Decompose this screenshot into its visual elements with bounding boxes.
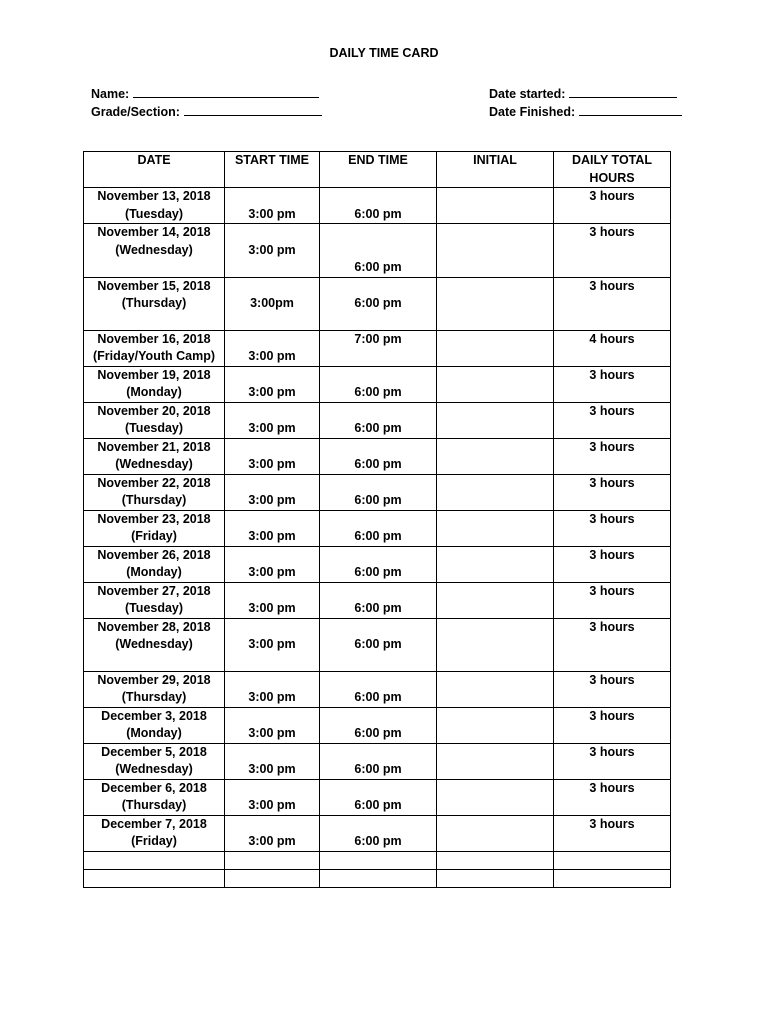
day-text: (Thursday) — [121, 296, 187, 310]
end-time-text: 7:00 pm — [354, 331, 402, 346]
start-time-text: 3:00 pm — [248, 798, 296, 812]
end-time-cell — [320, 188, 437, 224]
empty-table-row — [84, 869, 671, 887]
empty-cell[interactable] — [437, 851, 554, 869]
end-time-text: 6:00 pm — [354, 834, 402, 848]
end-time-cell — [320, 779, 437, 815]
date-cell — [84, 546, 225, 582]
date-text: December 6, 2018 — [101, 780, 207, 795]
end-time-text: 6:00 pm — [354, 206, 402, 221]
initial-cell[interactable] — [437, 618, 554, 671]
day-text: (Thursday) — [121, 690, 187, 704]
end-time-cell — [320, 671, 437, 707]
table-row — [84, 277, 671, 330]
date-started-field — [489, 85, 677, 101]
day-text: (Monday) — [126, 385, 182, 399]
end-time-cell — [320, 815, 437, 851]
initial-cell[interactable] — [437, 582, 554, 618]
date-cell — [84, 671, 225, 707]
date-cell — [84, 474, 225, 510]
end-time-text: 6:00 pm — [354, 798, 402, 812]
total-hours-text: 3 hours — [589, 816, 635, 831]
end-time-cell — [320, 277, 437, 330]
col-header-daily-total-hours — [554, 152, 671, 188]
table-row — [84, 330, 671, 366]
grade-section-field — [91, 103, 322, 119]
initial-cell[interactable] — [437, 743, 554, 779]
date-finished-label: Date Finished: — [489, 105, 576, 119]
time-card-table — [83, 151, 671, 888]
empty-table-row — [84, 851, 671, 869]
date-text: November 14, 2018 — [97, 225, 211, 239]
date-cell — [84, 366, 225, 402]
start-time-cell — [225, 224, 320, 278]
day-text: (Tuesday) — [124, 206, 184, 221]
page-title: DAILY TIME CARD — [329, 46, 439, 60]
col-header-end-time: END TIME — [320, 152, 437, 188]
total-hours-cell — [554, 779, 671, 815]
date-cell — [84, 510, 225, 546]
date-started-label: Date started: — [489, 87, 566, 101]
date-cell — [84, 815, 225, 851]
end-time-cell — [320, 618, 437, 671]
col-header-total-line1: DAILY TOTAL — [571, 153, 653, 167]
start-time-cell — [225, 438, 320, 474]
day-text: (Monday) — [126, 565, 182, 579]
start-time-cell — [225, 474, 320, 510]
start-time-cell — [225, 510, 320, 546]
initial-cell[interactable] — [437, 815, 554, 851]
col-header-start-time: START TIME — [225, 152, 320, 188]
total-hours-text: 3 hours — [589, 547, 635, 562]
date-finished-field — [489, 103, 682, 119]
date-text: November 27, 2018 — [97, 583, 211, 598]
start-time-text: 3:00 pm — [248, 529, 296, 543]
date-cell — [84, 582, 225, 618]
total-hours-text: 3 hours — [589, 708, 635, 723]
total-hours-text: 3 hours — [589, 780, 635, 795]
start-time-text: 3:00 pm — [248, 601, 296, 615]
start-time-text: 3:00 pm — [248, 385, 296, 399]
col-header-total-line2: HOURS — [589, 170, 635, 185]
table-header-row — [84, 152, 671, 188]
day-text: (Friday) — [131, 529, 177, 543]
day-text: (Friday) — [131, 834, 177, 848]
end-time-cell — [320, 224, 437, 278]
initial-cell[interactable] — [437, 474, 554, 510]
initial-cell[interactable] — [437, 438, 554, 474]
initial-cell[interactable] — [437, 224, 554, 278]
empty-cell[interactable] — [225, 869, 320, 887]
end-time-cell — [320, 366, 437, 402]
start-time-cell — [225, 546, 320, 582]
date-text: November 22, 2018 — [97, 475, 211, 490]
end-time-cell — [320, 402, 437, 438]
name-blank-line[interactable] — [133, 85, 319, 98]
start-time-text: 3:00 pm — [248, 690, 296, 704]
start-time-text: 3:00 pm — [248, 242, 296, 257]
name-label: Name: — [91, 87, 130, 101]
start-time-cell — [225, 277, 320, 330]
total-hours-text: 3 hours — [589, 619, 635, 634]
name-field — [91, 85, 319, 101]
start-time-text: 3:00 pm — [248, 726, 296, 740]
end-time-cell — [320, 474, 437, 510]
start-time-cell — [225, 671, 320, 707]
table-row — [84, 779, 671, 815]
date-text: November 29, 2018 — [97, 672, 211, 687]
date-text: December 3, 2018 — [101, 708, 207, 723]
total-hours-text: 3 hours — [589, 367, 635, 382]
end-time-text: 6:00 pm — [354, 690, 402, 704]
total-hours-text: 3 hours — [589, 511, 635, 526]
empty-cell[interactable] — [554, 851, 671, 869]
table-row — [84, 707, 671, 743]
date-text: November 28, 2018 — [97, 619, 211, 634]
end-time-cell — [320, 743, 437, 779]
start-time-text: 3:00 pm — [248, 206, 296, 221]
date-cell — [84, 330, 225, 366]
initial-cell[interactable] — [437, 707, 554, 743]
table-row — [84, 438, 671, 474]
day-text: (Thursday) — [121, 798, 187, 812]
empty-cell[interactable] — [84, 851, 225, 869]
total-hours-text: 3 hours — [589, 189, 635, 203]
start-time-text: 3:00 pm — [248, 493, 296, 507]
end-time-text: 6:00 pm — [354, 493, 402, 507]
start-time-text: 3:00 pm — [248, 349, 296, 363]
date-cell — [84, 743, 225, 779]
table-row — [84, 743, 671, 779]
date-text: December 7, 2018 — [101, 816, 207, 831]
day-text: (Tuesday) — [124, 421, 184, 435]
total-hours-text: 3 hours — [589, 475, 635, 490]
total-hours-cell — [554, 743, 671, 779]
empty-cell[interactable] — [437, 869, 554, 887]
day-text: (Wednesday) — [115, 637, 193, 651]
total-hours-cell — [554, 671, 671, 707]
col-header-date: DATE — [84, 152, 225, 188]
table-row — [84, 402, 671, 438]
date-cell — [84, 707, 225, 743]
day-text: (Thursday) — [121, 493, 187, 507]
total-hours-text: 3 hours — [589, 278, 635, 293]
end-time-text: 6:00 pm — [354, 421, 402, 435]
start-time-cell — [225, 402, 320, 438]
initial-cell[interactable] — [437, 277, 554, 330]
start-time-text: 3:00pm — [250, 296, 294, 310]
end-time-text: 6:00 pm — [354, 385, 402, 399]
total-hours-text: 4 hours — [589, 331, 635, 346]
date-text: November 23, 2018 — [97, 511, 211, 526]
total-hours-text: 3 hours — [589, 225, 635, 239]
total-hours-text: 3 hours — [589, 403, 635, 418]
date-cell — [84, 438, 225, 474]
start-time-cell — [225, 188, 320, 224]
table-row — [84, 582, 671, 618]
initial-cell[interactable] — [437, 779, 554, 815]
total-hours-cell — [554, 618, 671, 671]
initial-cell[interactable] — [437, 330, 554, 366]
end-time-text: 6:00 pm — [354, 296, 402, 310]
table-row — [84, 510, 671, 546]
start-time-cell — [225, 366, 320, 402]
start-time-cell — [225, 779, 320, 815]
start-time-text: 3:00 pm — [248, 457, 296, 471]
empty-cell[interactable] — [225, 851, 320, 869]
total-hours-cell — [554, 815, 671, 851]
grade-section-blank-line[interactable] — [184, 103, 322, 116]
start-time-cell — [225, 707, 320, 743]
date-cell — [84, 779, 225, 815]
end-time-text: 6:00 pm — [354, 457, 402, 471]
initial-cell[interactable] — [437, 402, 554, 438]
empty-cell[interactable] — [84, 869, 225, 887]
total-hours-cell — [554, 188, 671, 224]
total-hours-cell — [554, 277, 671, 330]
end-time-cell — [320, 330, 437, 366]
total-hours-text: 3 hours — [589, 583, 635, 598]
end-time-cell — [320, 707, 437, 743]
end-time-cell — [320, 438, 437, 474]
total-hours-cell — [554, 510, 671, 546]
start-time-text: 3:00 pm — [248, 762, 296, 776]
date-cell — [84, 277, 225, 330]
grade-section-label: Grade/Section: — [91, 105, 180, 119]
date-cell — [84, 618, 225, 671]
end-time-text: 6:00 pm — [354, 637, 402, 651]
start-time-cell — [225, 618, 320, 671]
day-text: (Wednesday) — [115, 242, 193, 257]
empty-cell[interactable] — [320, 851, 437, 869]
total-hours-cell — [554, 474, 671, 510]
initial-cell[interactable] — [437, 188, 554, 224]
total-hours-cell — [554, 438, 671, 474]
total-hours-text: 3 hours — [589, 439, 635, 454]
total-hours-cell — [554, 224, 671, 278]
end-time-cell — [320, 546, 437, 582]
day-text: (Wednesday) — [115, 762, 193, 776]
start-time-text: 3:00 pm — [248, 834, 296, 848]
total-hours-text: 3 hours — [589, 672, 635, 687]
table-row — [84, 224, 671, 278]
table-row — [84, 366, 671, 402]
initial-cell[interactable] — [437, 546, 554, 582]
end-time-text: 6:00 pm — [354, 726, 402, 740]
empty-cell[interactable] — [320, 869, 437, 887]
date-text: December 5, 2018 — [101, 744, 207, 759]
table-row — [84, 546, 671, 582]
end-time-text: 6:00 pm — [354, 260, 402, 274]
date-text: November 13, 2018 — [97, 189, 211, 203]
day-text: (Friday/Youth Camp) — [93, 349, 215, 363]
date-text: November 16, 2018 — [97, 331, 211, 346]
total-hours-text: 3 hours — [589, 744, 635, 759]
total-hours-cell — [554, 402, 671, 438]
table-row — [84, 474, 671, 510]
date-started-blank-line[interactable] — [569, 85, 677, 98]
start-time-cell — [225, 582, 320, 618]
date-text: November 21, 2018 — [97, 439, 211, 454]
date-text: November 20, 2018 — [97, 403, 211, 418]
date-cell — [84, 188, 225, 224]
start-time-text: 3:00 pm — [248, 421, 296, 435]
start-time-cell — [225, 815, 320, 851]
table-row — [84, 618, 671, 671]
total-hours-cell — [554, 366, 671, 402]
date-finished-blank-line[interactable] — [579, 103, 682, 116]
start-time-cell — [225, 743, 320, 779]
end-time-cell — [320, 582, 437, 618]
day-text: (Tuesday) — [124, 601, 184, 615]
total-hours-cell — [554, 330, 671, 366]
start-time-cell — [225, 330, 320, 366]
total-hours-cell — [554, 546, 671, 582]
end-time-cell — [320, 510, 437, 546]
total-hours-cell — [554, 582, 671, 618]
empty-cell[interactable] — [554, 869, 671, 887]
initial-cell[interactable] — [437, 366, 554, 402]
start-time-text: 3:00 pm — [248, 637, 296, 651]
end-time-text: 6:00 pm — [354, 565, 402, 579]
table-row — [84, 671, 671, 707]
date-cell — [84, 224, 225, 278]
end-time-text: 6:00 pm — [354, 762, 402, 776]
date-text: November 15, 2018 — [97, 278, 211, 293]
initial-cell[interactable] — [437, 671, 554, 707]
initial-cell[interactable] — [437, 510, 554, 546]
total-hours-cell — [554, 707, 671, 743]
table-row — [84, 815, 671, 851]
day-text: (Wednesday) — [115, 457, 193, 471]
end-time-text: 6:00 pm — [354, 529, 402, 543]
table-row — [84, 188, 671, 224]
day-text: (Monday) — [126, 726, 182, 740]
col-header-initial: INITIAL — [437, 152, 554, 188]
start-time-text: 3:00 pm — [248, 565, 296, 579]
date-text: November 19, 2018 — [97, 367, 211, 382]
end-time-text: 6:00 pm — [354, 601, 402, 615]
date-text: November 26, 2018 — [97, 547, 211, 562]
date-cell — [84, 402, 225, 438]
